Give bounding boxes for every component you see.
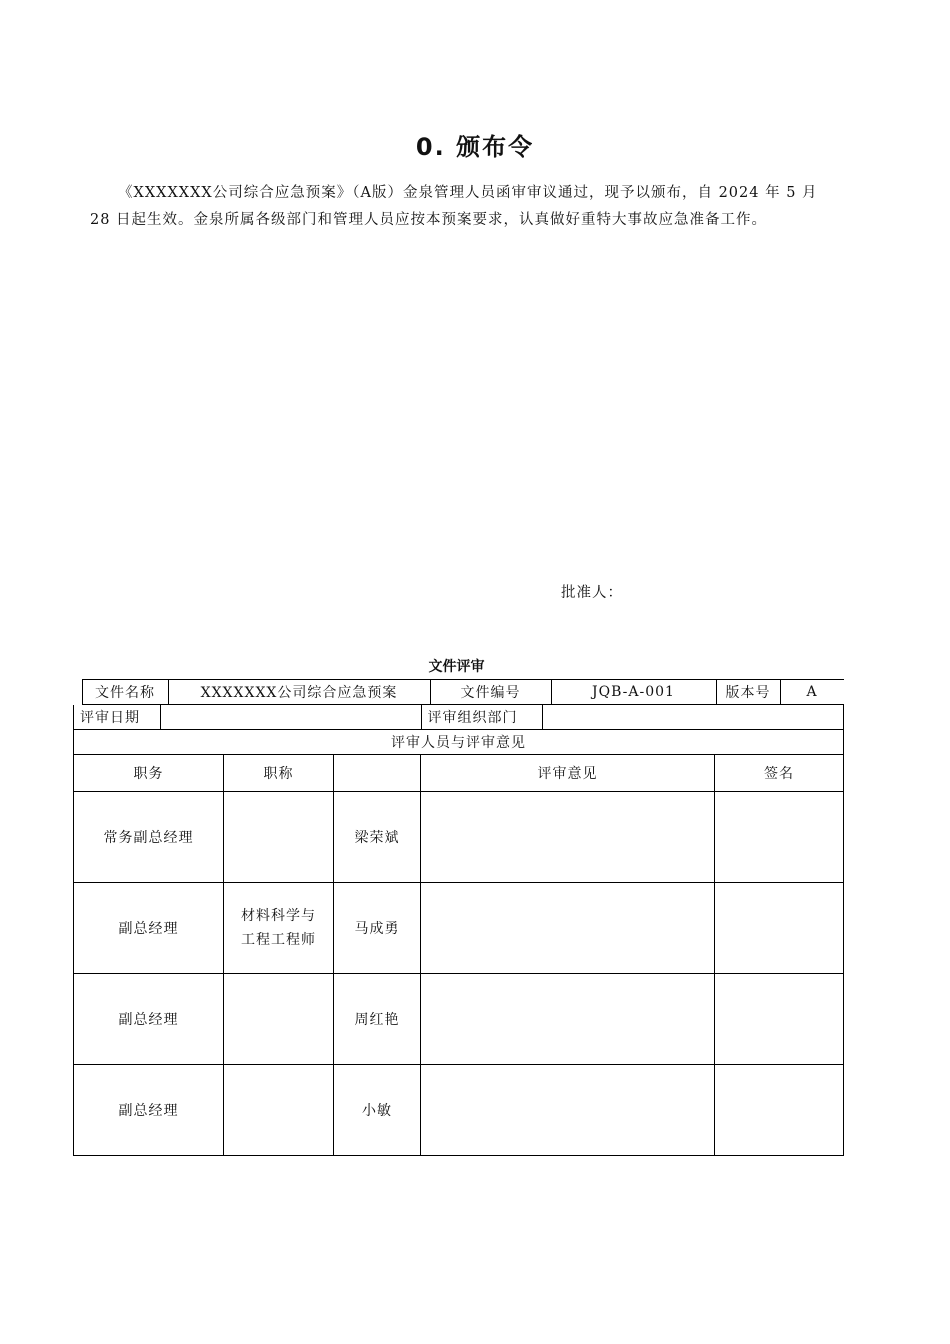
section-header-row bbox=[74, 730, 844, 755]
reviewer-title bbox=[224, 974, 334, 1065]
col-name bbox=[334, 755, 421, 792]
reviewer-name: 小敏 bbox=[334, 1065, 421, 1156]
reviewer-position: 常务副总经理 bbox=[74, 792, 224, 883]
reviewer-position: 副总经理 bbox=[74, 974, 224, 1065]
decree-line-1: 《XXXXXXX公司综合应急预案》（A版）金泉管理人员函审审议通过，现予以颁布，自 2024 年 5 月 bbox=[118, 185, 818, 201]
reviewer-title bbox=[224, 1065, 334, 1156]
reviewer-name: 梁荣斌 bbox=[334, 792, 421, 883]
doc-name-label: 文件名称 bbox=[82, 680, 168, 705]
doc-no-label: 文件编号 bbox=[430, 680, 551, 705]
column-header-row bbox=[74, 755, 844, 792]
reviewer-name: 马成勇 bbox=[334, 883, 421, 974]
reviewer-position: 副总经理 bbox=[74, 883, 224, 974]
reviewer-opinion[interactable] bbox=[421, 974, 715, 1065]
reviewer-opinion[interactable] bbox=[421, 883, 715, 974]
col-opinion: 评审意见 bbox=[421, 755, 715, 792]
table-row bbox=[74, 792, 844, 883]
reviewer-name: 周红艳 bbox=[334, 974, 421, 1065]
reviewer-opinion[interactable] bbox=[421, 792, 715, 883]
review-title: 文件评审 bbox=[428, 659, 485, 675]
review-org-value bbox=[542, 705, 844, 729]
reviewer-signature[interactable] bbox=[715, 792, 844, 883]
doc-name-value: XXXXXXX公司综合应急预案 bbox=[168, 680, 430, 705]
page-title: 0. 颁布令 bbox=[415, 133, 535, 161]
review-date-value bbox=[160, 705, 421, 729]
reviewer-signature[interactable] bbox=[715, 974, 844, 1065]
review-date-label: 评审日期 bbox=[74, 705, 160, 729]
approver-label: 批准人： bbox=[561, 585, 623, 601]
doc-no-value: JQB-A-001 bbox=[551, 680, 716, 705]
decree-text bbox=[90, 180, 862, 234]
reviewer-title bbox=[224, 792, 334, 883]
table-row bbox=[74, 1065, 844, 1156]
doc-info-row bbox=[74, 679, 844, 705]
col-signature: 签名 bbox=[715, 755, 844, 792]
reviewer-signature[interactable] bbox=[715, 1065, 844, 1156]
table-row bbox=[74, 883, 844, 974]
review-table bbox=[73, 679, 844, 1156]
col-title: 职称 bbox=[224, 755, 334, 792]
decree-line-2: 28 日起生效。金泉所属各级部门和管理人员应按本预案要求，认真做好重特大事故应急准备工作。 bbox=[90, 212, 768, 228]
table-row bbox=[74, 974, 844, 1065]
review-date-row bbox=[74, 705, 844, 730]
reviewer-opinion[interactable] bbox=[421, 1065, 715, 1156]
review-org-label: 评审组织部门 bbox=[421, 705, 542, 729]
version-value: A bbox=[780, 680, 844, 705]
col-position: 职务 bbox=[74, 755, 224, 792]
reviewer-signature[interactable] bbox=[715, 883, 844, 974]
version-label: 版本号 bbox=[716, 680, 780, 705]
reviewer-title: 材料科学与工程工程师 bbox=[224, 883, 334, 974]
section-label: 评审人员与评审意见 bbox=[74, 730, 844, 755]
reviewer-position: 副总经理 bbox=[74, 1065, 224, 1156]
